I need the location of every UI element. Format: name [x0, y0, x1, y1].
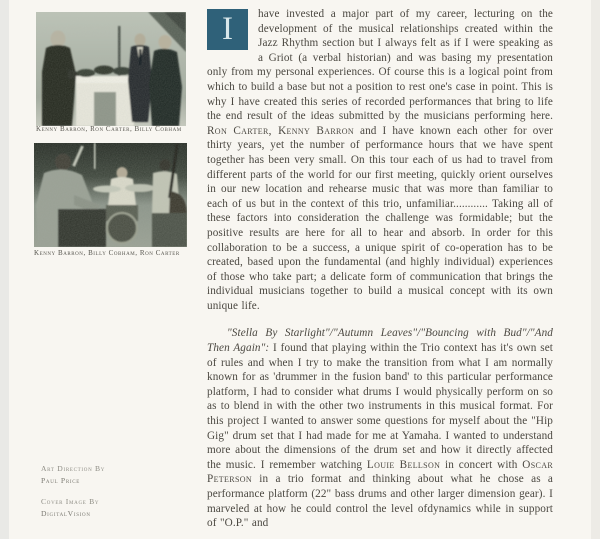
- credit-art-direction: [41, 463, 105, 487]
- photo-backstage-trio: [36, 12, 186, 126]
- scan-edge-left: [0, 0, 9, 539]
- paragraph-stella-text: "Stella By Starlight"/"Autumn Leaves"/"Bouncing with Bud"/"And Then Again": I found that playing within the Trio context has it's own set of rules and when I try to make the transition from what I am normally known for as 'drummer in the fusion band' to this particular performance platform, I had to consider what drums I would physically perform on so as to blend in with the other two instruments in this musical format. For this project I wanted to answer some questions for myself about the "Hip Gig" drum set that I had made for me at Yamaha. I wanted to understand more about the dimensions of the drum set and how it directly affected the music. I remember watching Louie Bellson in concert with Oscar Peterson in a trio format and thinking about what he chose as a performance platform (22" bass drums and other larger dimension gear). I marveled at how he could control the level ofdynamics while in support of "O.P." and: [207, 327, 554, 530]
- photo-backstage-trio-image: [36, 12, 186, 126]
- dropcap-letter: I: [207, 9, 248, 50]
- credit-role: Art Direction By: [41, 464, 106, 473]
- liner-notes-text: [207, 7, 553, 531]
- photo-caption-2: Kenny Barron, Billy Cobham, Ron Carter: [34, 249, 180, 257]
- paragraph-intro-text: have invested a major part of my career, lecturing on the development of the musical relationships created within the Jazz Rhythm section but I always felt as if I were speaking as a Griot (a verbal historian) and was basing my presentation only from my personal experiences. Of course this is a logical point from which to build a base but not a position to rest one's case in point. This is why I have created this series of recorded performances that bring to life the end result of the ideas submitted by the musicians performing here. Ron Carter, Kenny Barron and I have known each other for over thirty years, yet the number of performance hours that we have spent together has been very small. On this tour each of us had to travel from different parts of the world for our first meeting, quickly orient ourselves in our new location and rehearse music that was more than familiar to each of us but in the context of this trio, unfamiliar............ Taking all of these factors into consideration the challenge was formidable; but the positive results are here for all to hear and absorb. In order for this collaboration to be a success, a unique spirit of co-operation has to be created, based upon the fundamental (and highly individual) experiences of those who take part; a delicate form of communication that brings the individual musicians together to build a musical concept with its own unique life.: [207, 8, 553, 312]
- photo-onstage-trio: [34, 143, 187, 247]
- credit-role: Cover Image By: [41, 497, 100, 506]
- photo-onstage-trio-image: [34, 143, 187, 247]
- photo-caption-1: Kenny Barron, Ron Carter, Billy Cobham: [36, 125, 182, 133]
- paragraph-stella: [207, 326, 553, 530]
- credit-name: DigitalVision: [41, 509, 91, 518]
- credit-name: Paul Price: [41, 476, 81, 485]
- credits-block: [41, 463, 105, 529]
- paragraph-intro: [207, 7, 553, 313]
- scan-edge-right: [591, 0, 600, 539]
- credit-cover-image: [41, 496, 105, 520]
